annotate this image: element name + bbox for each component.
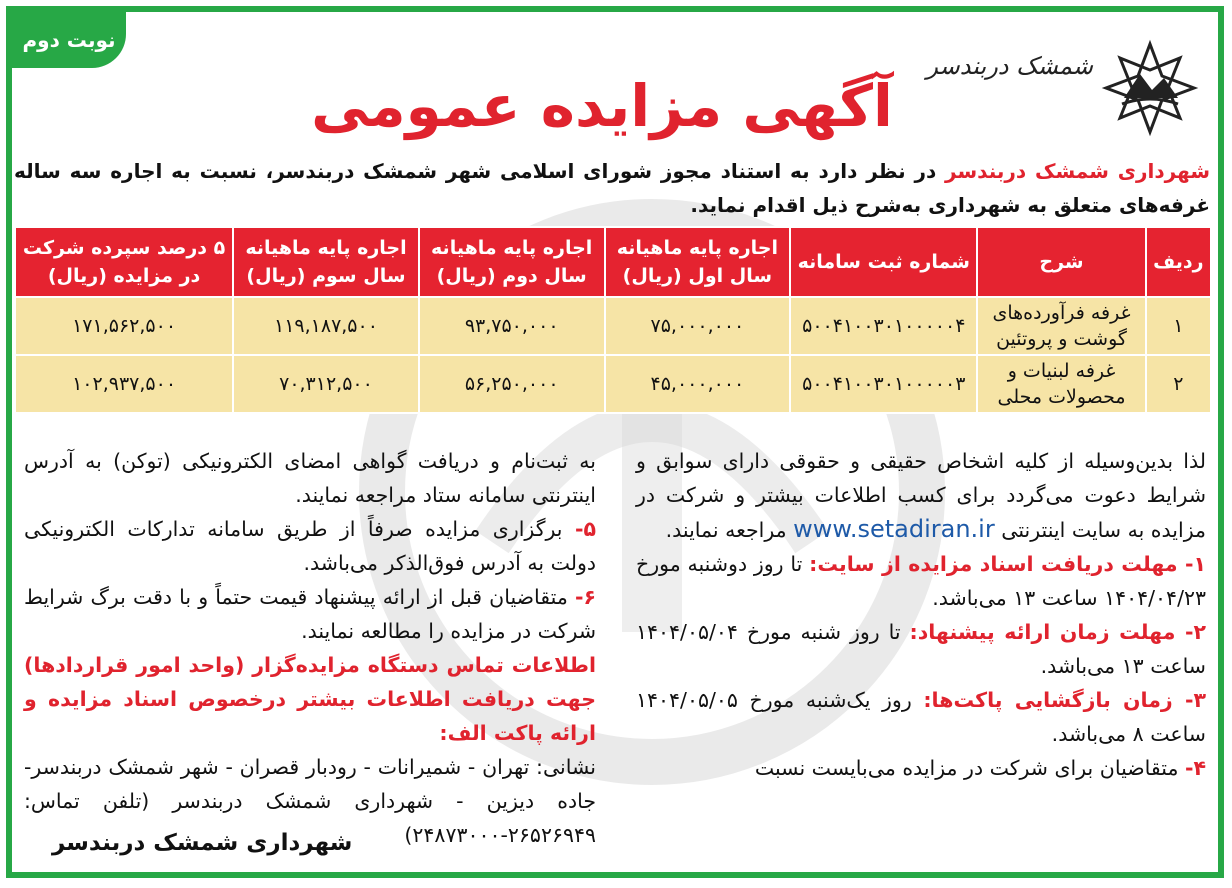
item-4-label: ۴- — [1184, 756, 1206, 780]
cell-rent-year-2: ۵۶,۲۵۰,۰۰۰ — [419, 355, 605, 413]
notice-title: آگهی مزایده عمومی — [311, 72, 893, 140]
publication-round-badge: نوبت دوم — [12, 12, 126, 68]
invitation-text-2: مراجعه نمایند. — [665, 518, 794, 542]
cell-deposit: ۱۰۲,۹۳۷,۵۰۰ — [15, 355, 233, 413]
item-6-text: متقاضیان قبل از ارائه پیشنهاد قیمت حتماً و با دقت برگ شرایط شرکت در مزایده را مطالعه نمایند. — [24, 585, 596, 643]
intro-organization: شهرداری شمشک دربندسر — [945, 159, 1210, 183]
header-rent-year-2: اجاره پایه ماهیانه سال دوم (ریال) — [419, 227, 605, 297]
invitation-text-1: لذا بدین‌وسیله از کلیه اشخاص حقیقی و حقوقی دارای سوابق و شرایط دعوت می‌گردد برای کسب اطلاعات بیشتر و شرکت در مزایده به سایت اینترنتی — [636, 449, 1206, 542]
cell-rent-year-1: ۷۵,۰۰۰,۰۰۰ — [605, 297, 791, 355]
cell-rent-year-1: ۴۵,۰۰۰,۰۰۰ — [605, 355, 791, 413]
notice-frame — [6, 6, 1224, 878]
item-4-text: متقاضیان برای شرکت در مزایده می‌بایست نسبت — [754, 756, 1185, 780]
cell-registration-number: ۵۰۰۴۱۰۰۳۰۱۰۰۰۰۰۳ — [790, 355, 977, 413]
item-1-label: ۱- مهلت دریافت اسناد مزایده از سایت: — [809, 552, 1206, 576]
item-6-label: ۶- — [574, 585, 596, 609]
item-5 — [24, 512, 596, 580]
item-3-label: ۳- زمان بازگشایی پاکت‌ها: — [923, 688, 1206, 712]
website-link[interactable]: www.setadiran.ir — [793, 515, 995, 543]
header-row-no: ردیف — [1146, 227, 1211, 297]
item-4-continued: به ثبت‌نام و دریافت گواهی امضای الکترونیکی (توکن) به آدرس اینترنتی سامانه ستاد مراجعه نمایند. — [24, 449, 596, 507]
signature: شهرداری شمشک دربندسر — [52, 830, 353, 856]
logo-wordmark: شمشک دربندسر — [926, 52, 1093, 80]
cell-rent-year-3: ۱۱۹,۱۸۷,۵۰۰ — [233, 297, 419, 355]
table-row — [15, 297, 1211, 355]
cell-rent-year-3: ۷۰,۳۱۲,۵۰۰ — [233, 355, 419, 413]
invitation-paragraph — [636, 444, 1206, 547]
item-2-text: تا روز شنبه مورخ ۱۴۰۴/۰۵/۰۴ ساعت ۱۳ می‌باشد. — [636, 620, 1206, 678]
table-header-row — [15, 227, 1211, 297]
intro-paragraph — [14, 154, 1210, 222]
header-description: شرح — [977, 227, 1145, 297]
item-5-label: ۵- — [574, 517, 596, 541]
header-rent-year-3: اجاره پایه ماهیانه سال سوم (ریال) — [233, 227, 419, 297]
item-2 — [636, 615, 1206, 683]
contact-heading: اطلاعات تماس دستگاه مزایده‌گزار (واحد امور قراردادها) جهت دریافت اطلاعات بیشتر درخصوص اسناد مزایده و ارائه پاکت الف: — [24, 653, 596, 745]
header-deposit: ۵ درصد سپرده شرکت در مزایده (ریال) — [15, 227, 233, 297]
item-3 — [636, 683, 1206, 751]
contact-address: نشانی: تهران - شمیرانات - رودبار قصران - شهر شمشک دربندسر- جاده دیزین - شهرداری شمشک دربندسر (تلفن تماس: ۲۶۵۲۶۹۴۹-۲۴۸۷۳۰۰۰) — [24, 755, 596, 847]
item-5-text: برگزاری مزایده صرفاً از طریق سامانه تدارکات الکترونیکی دولت به آدرس فوق‌الذکر می‌باشد. — [24, 517, 596, 575]
cell-registration-number: ۵۰۰۴۱۰۰۳۰۱۰۰۰۰۰۴ — [790, 297, 977, 355]
cell-description: غرفه فرآورده‌های گوشت و پروتئین — [977, 297, 1145, 355]
header-registration-number: شماره ثبت سامانه — [790, 227, 977, 297]
item-6 — [24, 580, 596, 648]
cell-row-no: ۱ — [1146, 297, 1211, 355]
left-column — [24, 444, 596, 852]
item-1 — [636, 547, 1206, 615]
table-row — [15, 355, 1211, 413]
cell-rent-year-2: ۹۳,۷۵۰,۰۰۰ — [419, 297, 605, 355]
right-column — [636, 444, 1206, 785]
intro-text: در نظر دارد به استناد مجوز شورای اسلامی شهر شمشک دربندسر، نسبت به اجاره سه ساله غرفه‌های متعلق به شهرداری به‌شرح ذیل اقدام نماید. — [14, 159, 1210, 217]
cell-description: غرفه لبنیات و محصولات محلی — [977, 355, 1145, 413]
booths-table — [14, 226, 1212, 414]
item-3-text: روز یک‌شنبه مورخ ۱۴۰۴/۰۵/۰۵ ساعت ۸ می‌باشد. — [636, 688, 1206, 746]
item-2-label: ۲- مهلت زمان ارائه پیشنهاد: — [909, 620, 1206, 644]
cell-row-no: ۲ — [1146, 355, 1211, 413]
item-4 — [636, 751, 1206, 785]
header-rent-year-1: اجاره پایه ماهیانه سال اول (ریال) — [605, 227, 791, 297]
item-1-text: تا روز دوشنبه مورخ ۱۴۰۴/۰۴/۲۳ ساعت ۱۳ می‌باشد. — [636, 552, 1206, 610]
cell-deposit: ۱۷۱,۵۶۲,۵۰۰ — [15, 297, 233, 355]
